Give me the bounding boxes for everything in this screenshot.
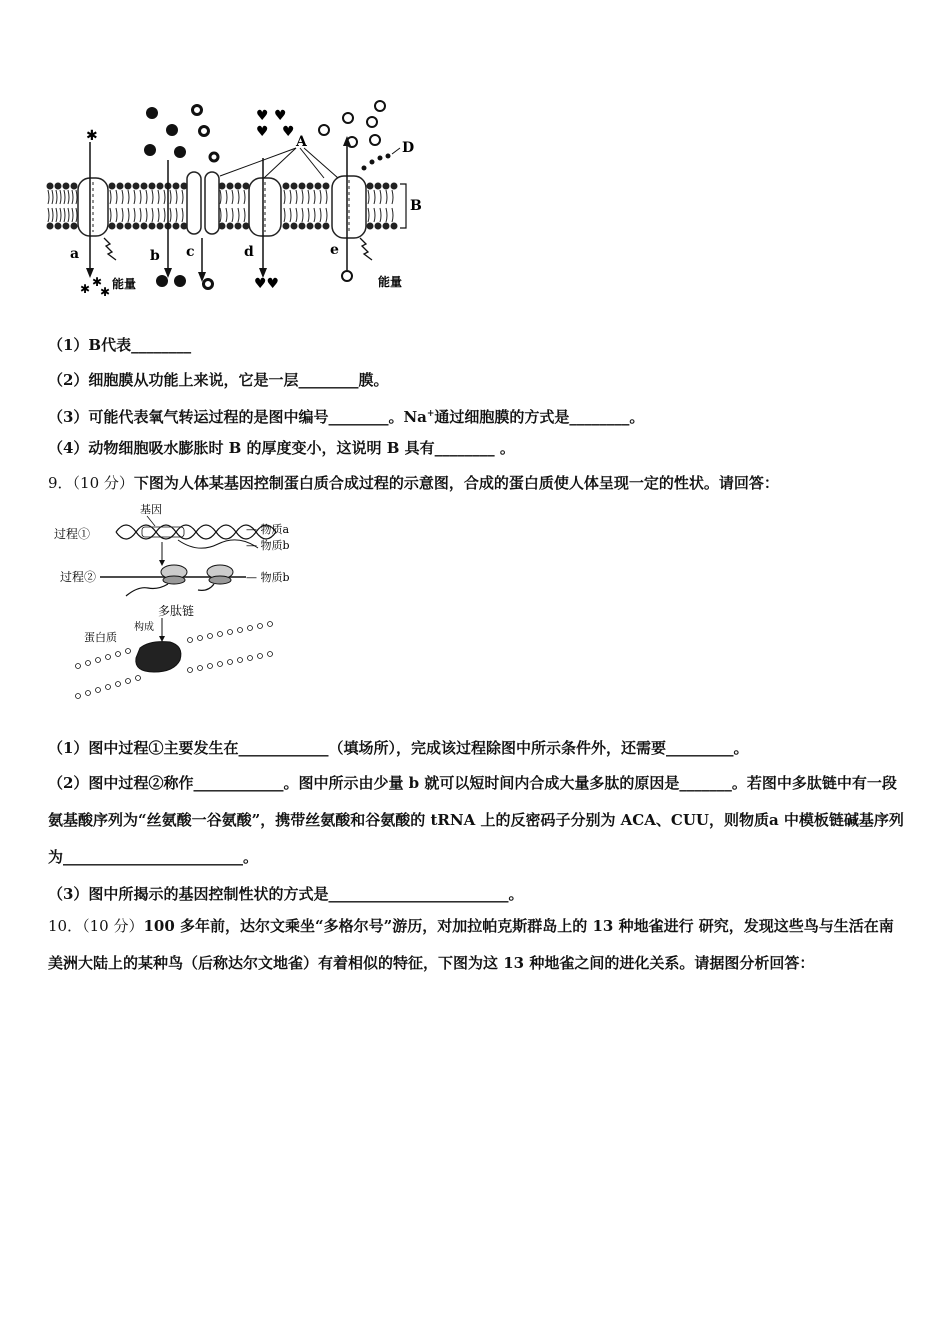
svg-text:♥: ♥ <box>282 124 295 140</box>
fig2-substance-a: — 物质a <box>246 523 290 536</box>
q8-line-3 <box>48 404 644 427</box>
q10-number: 10．（10 分） <box>48 917 144 935</box>
q9-sub-2: （2）图中过程②称作____________。图中所示由少量 b 就可以短时间内合成大量多肽的原因是_______。若图中多肽链中有一段氨基酸序列为“丝氨酸一谷氨酸”，携带丝氨酸和谷氨酸的 tRNA 上的反密码子分别为 ACA、CUU，则物质a 中模板链碱基序列为________________________。 <box>48 774 904 866</box>
q8-line-3-part1: （3）可能代表氧气转运过程的是图中编号________。Na <box>48 408 427 426</box>
q9-sub-3: （3）图中所揭示的基因控制性状的方式是________________________。 <box>48 885 524 903</box>
gene-expression-figure <box>50 500 340 705</box>
label-b: b <box>150 248 160 264</box>
label-a: a <box>70 246 80 262</box>
fig2-substance-b1: — 物质b <box>246 539 290 552</box>
svg-text:✱: ✱ <box>80 282 91 296</box>
label-c: c <box>186 244 195 260</box>
fig2-process2: 过程② <box>60 570 97 584</box>
svg-text:✱: ✱ <box>92 275 103 289</box>
label-B: B <box>410 198 422 214</box>
svg-text:♥♥: ♥♥ <box>254 276 280 292</box>
q8-line-1: （1）B代表________ <box>48 336 192 354</box>
q8-line-4: （4）动物细胞吸水膨胀时 B 的厚度变小，这说明 B 具有________ 。 <box>48 439 515 457</box>
q9-number: 9．（10 分） <box>48 474 134 492</box>
fig2-gene-label: 基因 <box>140 503 162 516</box>
fig2-polypeptide: 多肽链 <box>158 604 195 618</box>
label-e: e <box>330 242 339 258</box>
q9-stem: 下图为人体某基因控制蛋白质合成过程的示意图，合成的蛋白质使人体呈现一定的性状。请回答： <box>133 474 779 492</box>
svg-text:♥: ♥ <box>274 108 287 124</box>
q8-line-3-sup: + <box>426 409 435 419</box>
membrane-transport-figure <box>42 98 422 298</box>
q8-line-3-part2: 通过细胞膜的方式是________。 <box>434 408 645 426</box>
svg-text:✱: ✱ <box>100 285 111 298</box>
fig2-constitute: 构成 <box>134 622 154 633</box>
svg-text:♥: ♥ <box>256 108 269 124</box>
q8-line-2: （2）细胞膜从功能上来说，它是一层________膜。 <box>48 371 389 389</box>
label-A: A <box>296 134 307 150</box>
q9-header <box>48 473 779 493</box>
fig2-protein: 蛋白质 <box>84 631 117 644</box>
fig2-substance-b2: — 物质b <box>246 571 290 584</box>
label-d: d <box>244 244 254 260</box>
label-D: D <box>402 140 415 156</box>
q10-paragraph <box>48 908 908 982</box>
fig2-process1: 过程① <box>54 527 91 541</box>
q9-sub-1: （1）图中过程①主要发生在____________（填场所），完成该过程除图中所示条件外，还需要_________。 <box>48 739 749 757</box>
energy-label-right: 能量 <box>378 275 403 289</box>
svg-text:✱: ✱ <box>86 128 98 144</box>
svg-text:♥: ♥ <box>256 124 269 140</box>
q10-stem: 100 多年前，达尔文乘坐“多格尔号”游历，对加拉帕克斯群岛上的 13 种地雀进行 研究，发现这些鸟与生活在南美洲大陆上的某种鸟（后称达尔文地雀）有着相似的特征，下图为这 13 种地雀之间的进化关系。请据图分析回答： <box>48 917 894 972</box>
energy-label-left: 能量 <box>112 277 137 291</box>
